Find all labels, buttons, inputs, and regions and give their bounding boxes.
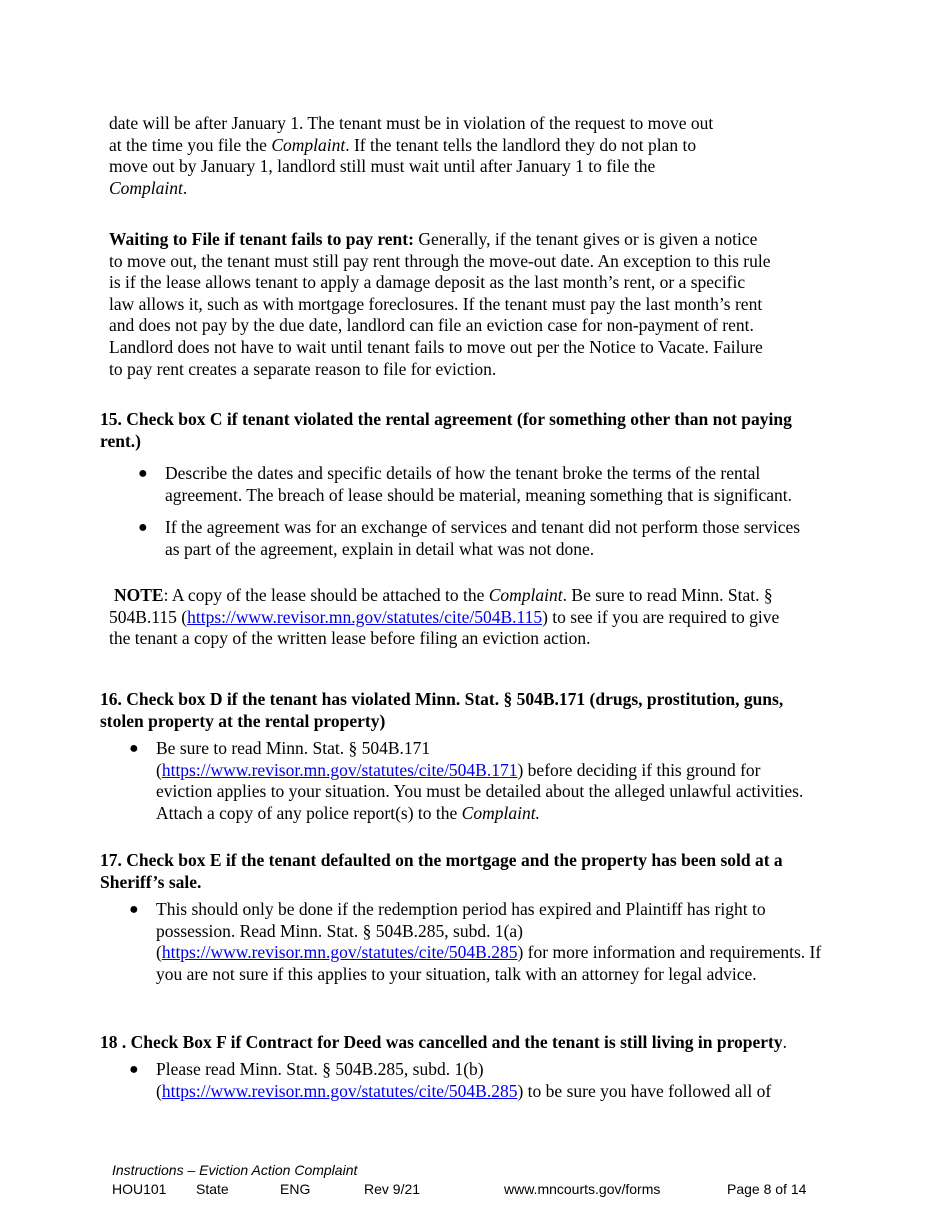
section-17-heading: 17. Check box E if the tenant defaulted on the mortgage and the property has been sold at a Sheriff’s sale. [100,850,783,892]
list-item: ● Please read Minn. Stat. § 504B.285, subd. 1(b) (https://www.revisor.mn.gov/statutes/cite/504B.285) to be sure you have followed all of [129,1059,772,1101]
statute-504b285-link[interactable]: https://www.revisor.mn.gov/statutes/cite/504B.285 [161,942,518,963]
text-line: date will be after January 1. The tenant must be in violation of the request to move out [109,113,714,133]
complaint-italic: Complaint [109,177,183,198]
section-16-heading: 16. Check box D if the tenant has violated Minn. Stat. § 504B.171 (drugs, prostitution, guns, stolen property at the rental property) [100,689,784,731]
list-item: ● Be sure to read Minn. Stat. § 504B.171 (https://www.revisor.mn.gov/statutes/cite/504B.171) before deciding if this ground for eviction applies to your situation. You must be detailed about the alleged unlawful activities. Attach a copy of any police report(s) to the Complaint. [129,738,804,823]
statute-504b171-link[interactable]: https://www.revisor.mn.gov/statutes/cite/504B.171 [161,759,518,780]
statute-504b285-link[interactable]: https://www.revisor.mn.gov/statutes/cite/504B.285 [161,1080,518,1101]
footer-url: www.mncourts.gov/forms [504,1181,661,1197]
list-item: ● If the agreement was for an exchange of services and tenant did not perform those services as part of the agreement, explain in detail what was not done. [138,517,801,559]
section-16-list [129,738,821,824]
bullet-icon: ● [129,901,139,918]
footer-revision: Rev 9/21 [364,1181,421,1197]
statute-504b115-link[interactable]: https://www.revisor.mn.gov/statutes/cite/504B.115 [187,606,543,627]
complaint-italic: Complaint. [461,802,540,823]
list-item: ● Describe the dates and specific details of how the tenant broke the terms of the rental agreement. The breach of lease should be material, meaning something that is significant. [138,463,793,505]
paragraph-text: Generally, if the tenant gives or is given a notice to move out, the tenant must still pay rent through the move-out date. An exception to this rule is if the lease allows tenant to apply a damage deposit as the last month’s rent, or a specific law allows it, such as with mortgage foreclosures. If the tenant must pay the last month’s rent and does not pay by the due date, landlord can file an eviction case for non-payment of rent. Landlord does not have to wait until tenant fails to move out per the Notice to Vacate. Failure to pay rent creates a separate reason to file for eviction. [109,229,771,379]
section-15-heading: 15. Check box C if tenant violated the rental agreement (for something other than not paying rent.) [100,409,792,451]
section-17-list [129,899,831,985]
section-18-heading: 18 . Check Box F if Contract for Deed was cancelled and the tenant is still living in property. [100,1032,788,1052]
section-15-note: NOTE: A copy of the lease should be attached to the Complaint. Be sure to read Minn. Stat. § 504B.115 (https://www.revisor.mn.gov/statutes/cite/504B.115) to see if you are required to give the tenant a copy of the written lease before filing an eviction action. [109,585,780,649]
bullet-icon: ● [129,740,139,757]
section-18-list [129,1059,836,1102]
bullet-icon: ● [138,519,148,537]
text-line: Complaint. [109,177,188,198]
footer-page-number: Page 8 of 14 [727,1181,807,1197]
footer-language: ENG [280,1181,311,1197]
section-15-list [138,463,815,560]
bullet-icon: ● [129,1061,139,1078]
footer-form-code: HOU101 [112,1181,167,1197]
footer-type: State [196,1181,229,1197]
footer-title: Instructions – Eviction Action Complaint [112,1162,358,1178]
paragraph-heading: Waiting to File if tenant fails to pay rent: [109,229,414,249]
paragraph-jan1 [109,113,789,199]
note-label: NOTE [114,585,164,605]
paragraph-waiting-to-file [109,229,771,380]
complaint-italic: Complaint [488,585,563,605]
list-item: ● This should only be done if the redemption period has expired and Plaintiff has right to possession. Read Minn. Stat. § 504B.285, subd. 1(a) (https://www.revisor.mn.gov/statutes/cite/504B.285) for more information and requirements. If you are not sure if this applies to your situation, talk with an attorney for legal advice. [129,899,822,984]
text-line: move out by January 1, landlord still must wait until after January 1 to file the [109,156,656,177]
bullet-icon: ● [138,465,148,482]
text-line: at the time you file the Complaint. If the tenant tells the landlord they do not plan to [109,134,697,155]
complaint-italic: Complaint [271,134,346,155]
